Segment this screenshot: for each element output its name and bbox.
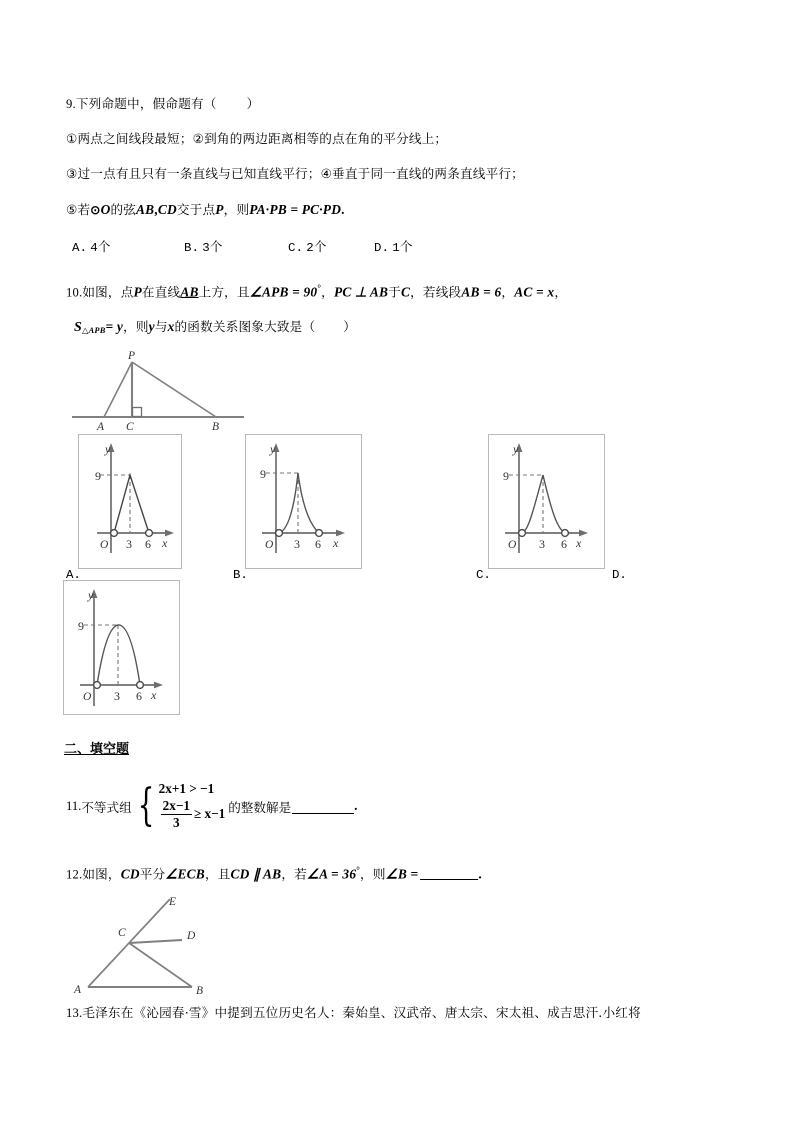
svg-text:O: O bbox=[265, 539, 274, 551]
q12-number: 12. bbox=[66, 867, 83, 882]
q10-text-8: ， bbox=[554, 284, 568, 300]
q9-option-c-value: 2 bbox=[306, 241, 314, 255]
q12-text-1: 如图， bbox=[82, 866, 121, 882]
svg-text:9: 9 bbox=[503, 469, 509, 483]
q10-option-d-label[interactable]: D. bbox=[612, 568, 627, 582]
q10-text-1: 如图，点 bbox=[82, 284, 134, 300]
q9-option-c[interactable] bbox=[288, 240, 327, 254]
q10-area-subscript: △APB bbox=[82, 326, 106, 336]
svg-text:6: 6 bbox=[145, 537, 151, 551]
q10-text-11: 的函数关系图象大致是（ bbox=[174, 319, 316, 334]
svg-text:x: x bbox=[576, 536, 582, 550]
svg-text:A: A bbox=[74, 984, 82, 996]
q12-parallel-cd-ab: CD ∥ AB bbox=[230, 866, 282, 882]
svg-text:O: O bbox=[83, 691, 92, 703]
q9-chord-comma: , bbox=[154, 202, 158, 217]
q9-point-p: P bbox=[215, 202, 224, 217]
svg-text:9: 9 bbox=[78, 619, 84, 633]
q9-option-a-unit: 个 bbox=[97, 239, 111, 254]
q9-option-c-unit: 个 bbox=[313, 239, 327, 254]
q9-prop-1-2: ①两点之间线段最短；②到角的两边距离相等的点在角的平分线上； bbox=[66, 131, 448, 146]
svg-text:9: 9 bbox=[260, 467, 266, 481]
q10-number: 10. bbox=[66, 285, 83, 300]
q10-option-a-label[interactable]: A. bbox=[66, 568, 81, 582]
q10-text-6: ，若线段 bbox=[410, 284, 462, 300]
svg-text:3: 3 bbox=[294, 537, 300, 551]
q11-inequality-rhs: ≥ x−1 bbox=[193, 806, 226, 822]
q11-inequality-system bbox=[158, 781, 226, 831]
q10-ac-equals-x: AC = x bbox=[514, 284, 555, 300]
q9-number: 9. bbox=[66, 97, 76, 111]
svg-text:3: 3 bbox=[539, 537, 545, 551]
q10-perp-pc-ab: PC ⊥ AB bbox=[333, 284, 389, 300]
q9-option-d-unit: 个 bbox=[399, 239, 413, 254]
q10-area-s: S bbox=[74, 320, 82, 335]
q9-stem-close: ） bbox=[246, 96, 260, 111]
q11-fraction bbox=[161, 798, 192, 831]
q10-option-b-label[interactable]: B. bbox=[233, 568, 248, 582]
svg-text:C: C bbox=[118, 927, 126, 939]
q9-prop-3-4: ③过一点有且只有一条直线与已知直线平行；④垂直于同一直线的两条直线平行； bbox=[66, 166, 524, 181]
svg-text:O: O bbox=[508, 539, 517, 551]
svg-text:6: 6 bbox=[561, 537, 567, 551]
q11-inequality-row-1: 2x+1 > −1 bbox=[158, 780, 215, 796]
q9-prop-5-prefix: ⑤若 bbox=[66, 202, 91, 217]
q12-period: . bbox=[478, 866, 482, 882]
svg-text:O: O bbox=[100, 539, 109, 551]
q9-option-c-label: C. bbox=[288, 241, 304, 255]
q11-inequality-row-2 bbox=[159, 798, 226, 831]
q10-line-ab: AB bbox=[180, 284, 199, 300]
q9-option-b-unit: 个 bbox=[209, 239, 223, 254]
q12-answer-blank[interactable] bbox=[420, 866, 478, 880]
svg-text:y: y bbox=[88, 588, 94, 602]
svg-text:y: y bbox=[513, 442, 519, 456]
q9-meet-text: 交于点 bbox=[176, 202, 216, 217]
q10-stem-line-1 bbox=[66, 284, 567, 299]
q10-var-x: x bbox=[167, 319, 175, 334]
q11-answer-blank[interactable] bbox=[292, 798, 354, 814]
q10-text-10: 与 bbox=[154, 319, 168, 334]
svg-text:C: C bbox=[126, 421, 134, 433]
q9-prop-line-2 bbox=[66, 167, 524, 181]
section-2-heading: 二、填空题 bbox=[64, 742, 130, 757]
q10-var-y: y bbox=[148, 319, 155, 334]
q12-text-4: ，若 bbox=[281, 866, 307, 882]
q10-triangle-figure bbox=[66, 348, 266, 434]
q12-segment-cd: CD bbox=[120, 866, 140, 882]
q9-option-d-value: 1 bbox=[392, 241, 400, 255]
q9-stem-text: 下列命题中，假命题有（ bbox=[75, 96, 217, 111]
q9-period: . bbox=[341, 202, 345, 217]
q10-point-c: C bbox=[401, 284, 411, 300]
q9-then-text: ，则 bbox=[223, 202, 250, 217]
q10-graph-b bbox=[245, 434, 362, 569]
q12-triangle-figure bbox=[70, 895, 255, 1000]
svg-text:6: 6 bbox=[315, 537, 321, 551]
q10-option-c-label[interactable]: C. bbox=[476, 568, 491, 582]
q10-angle-apb: ∠APB = 90 bbox=[249, 284, 318, 300]
q9-option-a[interactable] bbox=[72, 240, 111, 254]
q13-text: 毛泽东在《沁园春·雪》中提到五位历史名人：秦始皇、汉武帝、唐太宗、宋太祖、成吉思汗.小红将 bbox=[82, 1005, 641, 1020]
svg-text:B: B bbox=[196, 985, 204, 997]
q9-chord-cd: CD bbox=[157, 202, 177, 217]
q10-graph-d bbox=[63, 580, 180, 715]
q11-number: 11. bbox=[66, 798, 82, 813]
svg-text:6: 6 bbox=[136, 689, 142, 703]
q10-text-9: ，则 bbox=[123, 319, 149, 334]
odot-icon: ⊙ bbox=[90, 203, 101, 217]
q10-graph-a bbox=[78, 434, 182, 569]
svg-text:D: D bbox=[187, 930, 196, 942]
q10-text-2: 在直线 bbox=[141, 284, 181, 300]
q10-ab-equals-6: AB = 6 bbox=[461, 284, 502, 300]
q10-degree-1: ° bbox=[317, 283, 322, 293]
q9-option-b[interactable] bbox=[184, 240, 223, 254]
q9-circle-O: O bbox=[100, 202, 111, 217]
q9-chord-ab: AB bbox=[136, 202, 155, 217]
svg-text:3: 3 bbox=[114, 689, 120, 703]
svg-text:9: 9 bbox=[95, 469, 101, 483]
q9-option-b-value: 3 bbox=[202, 241, 210, 255]
q12-text-5: ，则 bbox=[360, 866, 386, 882]
q9-option-d[interactable] bbox=[374, 240, 413, 254]
svg-text:y: y bbox=[105, 442, 111, 456]
q11-text-1: 不等式组 bbox=[81, 799, 132, 815]
q12-degree: ° bbox=[356, 865, 361, 875]
q11-fraction-denominator: 3 bbox=[173, 815, 180, 831]
svg-text:3: 3 bbox=[126, 537, 132, 551]
svg-text:x: x bbox=[151, 688, 157, 702]
q9-equation: PA·PB = PC·PD bbox=[249, 202, 342, 217]
q9-prop-line-3 bbox=[66, 203, 345, 217]
q9-prop-line-1 bbox=[66, 132, 447, 146]
q10-graph-c bbox=[488, 434, 605, 569]
q10-text-5: 于 bbox=[388, 284, 401, 300]
q9-stem bbox=[66, 97, 259, 111]
q9-option-d-label: D. bbox=[374, 241, 390, 255]
q9-option-a-label: A. bbox=[72, 241, 88, 255]
q9-option-b-label: B. bbox=[184, 241, 200, 255]
q12-angle-a-value: ∠A = 36 bbox=[306, 866, 357, 882]
q10-point-p: P bbox=[133, 284, 142, 300]
q11-stem bbox=[66, 780, 358, 832]
q12-stem bbox=[66, 866, 482, 881]
svg-text:x: x bbox=[162, 536, 168, 550]
q10-text-7: ， bbox=[501, 284, 515, 300]
svg-text:E: E bbox=[169, 896, 177, 908]
svg-text:P: P bbox=[128, 350, 136, 362]
q12-text-2: 平分 bbox=[139, 866, 166, 882]
left-brace-icon: { bbox=[137, 780, 155, 832]
q12-angle-b-label: ∠B = bbox=[385, 866, 419, 882]
q13-number: 13. bbox=[66, 1006, 83, 1020]
q11-text-2: 的整数解是 bbox=[228, 799, 292, 815]
svg-text:x: x bbox=[333, 536, 339, 550]
q12-angle-ecb: ∠ECB bbox=[165, 866, 205, 882]
q10-area-equals-y: = y bbox=[105, 319, 124, 334]
q10-paren-close: ） bbox=[343, 319, 357, 334]
q9-chord-text: 的弦 bbox=[110, 202, 137, 217]
q13-stem bbox=[66, 1006, 641, 1020]
q9-option-a-value: 4 bbox=[90, 241, 98, 255]
q10-stem-line-2 bbox=[74, 320, 356, 336]
q10-text-3: 上方，且 bbox=[198, 284, 250, 300]
q10-text-4: ， bbox=[321, 284, 334, 300]
q12-text-3: ，且 bbox=[204, 866, 231, 882]
q11-period: . bbox=[354, 798, 358, 813]
svg-text:y: y bbox=[270, 442, 276, 456]
svg-text:B: B bbox=[212, 421, 220, 433]
svg-text:A: A bbox=[97, 421, 105, 433]
q11-fraction-numerator: 2x−1 bbox=[162, 797, 190, 813]
